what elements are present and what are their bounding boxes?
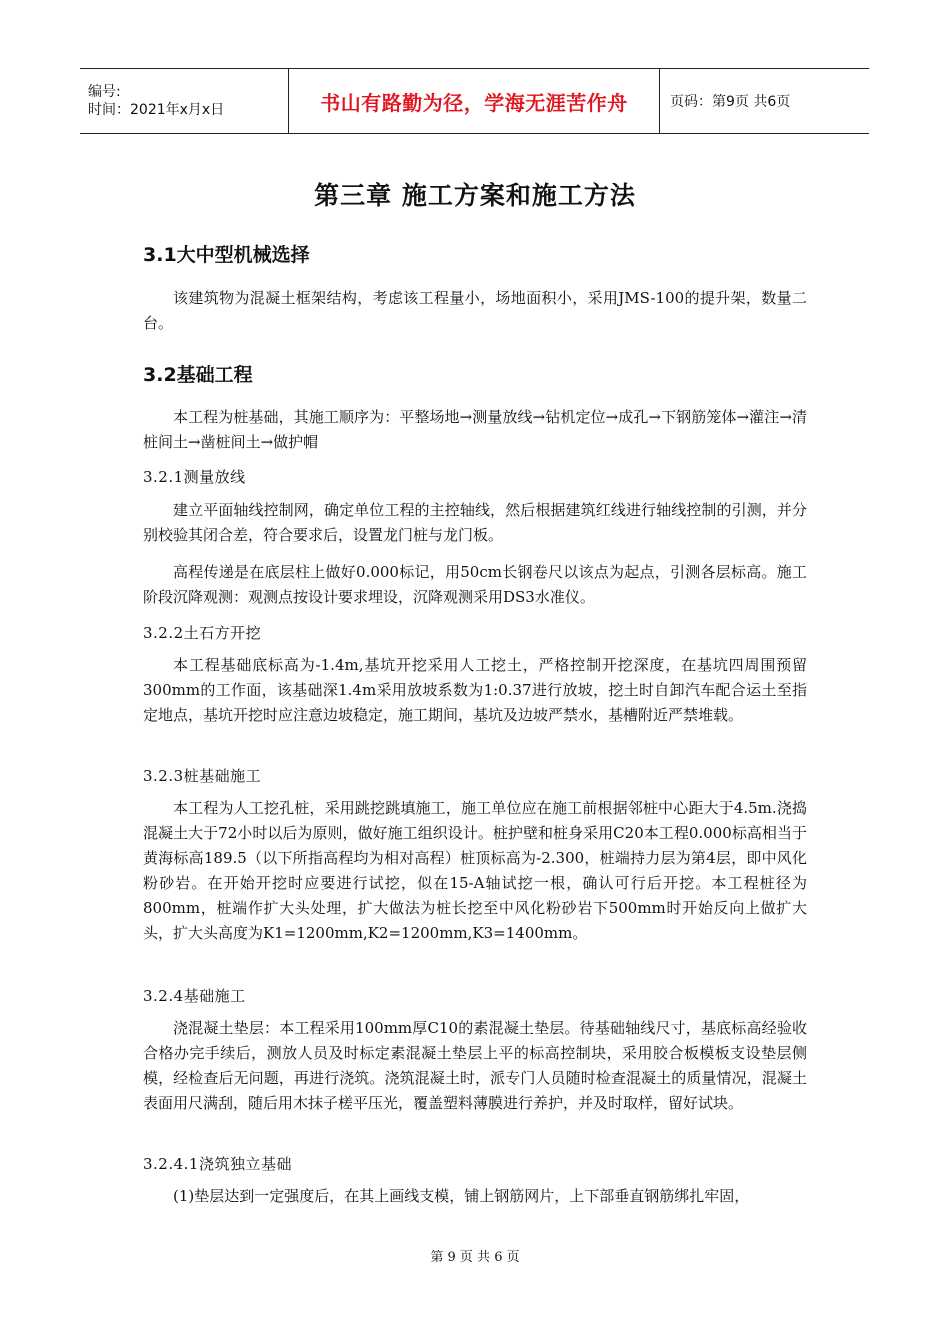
section-3-2-4-heading: 3.2.4基础施工 — [143, 987, 246, 1005]
header-number-label: 编号: — [88, 84, 121, 100]
section-3-2-2-paragraph: 本工程基础底标高为-1.4m,基坑开挖采用人工挖土，严格控制开挖深度，在基坑四周围预留300mm的工作面，该基础深1.4m采用放坡系数为1:0.37进行放坡，挖土时自卸汽车配合运土至指定地点，基坑开挖时应注意边坡稳定，施工期间，基坑及边坡严禁水，基槽附近严禁堆载。 — [143, 656, 807, 724]
section-3-2-4-1-paragraph: (1)垫层达到一定强度后，在其上画线支模，铺上钢筋网片，上下部垂直钢筋绑扎牢固， — [173, 1187, 750, 1205]
section-3-2-1-heading: 3.2.1测量放线 — [143, 468, 246, 486]
page-header — [80, 68, 869, 134]
section-3-1-paragraph: 该建筑物为混凝土框架结构，考虑该工程量小，场地面积小，采用JMS-100的提升架，数量二台。 — [143, 289, 807, 332]
header-page-code: 页码：第9页 共6页 — [660, 69, 870, 134]
section-3-2-1-paragraph-2: 高程传递是在底层柱上做好0.000标记，用50cm长钢卷尺以该点为起点，引测各层标高。施工阶段沉降观测：观测点按设计要求埋设，沉降观测采用DS3水准仪。 — [143, 563, 807, 606]
header-time-label: 时间：2021年x月x日 — [88, 102, 225, 118]
chapter-title: 第三章 施工方案和施工方法 — [314, 181, 636, 210]
header-left-cell — [80, 69, 289, 134]
section-3-2-4-paragraph: 浇混凝土垫层：本工程采用100mm厚C10的素混凝土垫层。待基础轴线尺寸，基底标高经验收合格办完手续后，测放人员及时标定素混凝土垫层上平的标高控制块，采用胶合板模板支设垫层侧模，经检查后无问题，再进行浇筑。浇筑混凝土时，派专门人员随时检查混凝土的质量情况，混凝土表面用尺满刮，随后用木抹子槎平压光，覆盖塑料薄膜进行养护，并及时取样，留好试块。 — [143, 1019, 807, 1112]
section-3-2-paragraph: 本工程为桩基础，其施工顺序为：平整场地→测量放线→钻机定位→成孔→下钢筋笼体→灌注→清桩间土→凿桩间土→做护帽 — [143, 408, 807, 451]
page-footer: 第 9 页 共 6 页 — [430, 1250, 520, 1265]
section-3-1-heading: 3.1大中型机械选择 — [143, 244, 310, 266]
section-3-2-3-paragraph: 本工程为人工挖孔桩，采用跳挖跳填施工，施工单位应在施工前根据邻桩中心距大于4.5m.浇捣混凝土大于72小时以后为原则，做好施工组织设计。桩护壁和桩身采用C20本工程0.000标高相当于黄海标高189.5（以下所指高程均为相对高程）桩顶标高为-2.300，桩端持力层为第4层，即中风化粉砂岩。在开始开挖时应要进行试挖，似在15-A轴试挖一根，确认可行后开挖。本工程桩径为800mm，桩端作扩大头处理，扩大做法为桩长挖至中风化粉砂岩下500mm时开始反向上做扩大头，扩大头高度为K1=1200mm,K2=1200mm,K3=1400mm。 — [143, 799, 807, 942]
header-motto: 书山有路勤为径，学海无涯苦作舟 — [289, 69, 660, 134]
section-3-2-2-heading: 3.2.2土石方开挖 — [143, 624, 262, 642]
section-3-2-heading: 3.2基础工程 — [143, 364, 253, 386]
section-3-2-1-paragraph-1: 建立平面轴线控制网，确定单位工程的主控轴线，然后根据建筑红线进行轴线控制的引测，并分别校验其闭合差，符合要求后，设置龙门桩与龙门板。 — [143, 501, 807, 544]
section-3-2-3-heading: 3.2.3桩基础施工 — [143, 767, 262, 785]
section-3-2-4-1-heading: 3.2.4.1浇筑独立基础 — [143, 1155, 292, 1173]
